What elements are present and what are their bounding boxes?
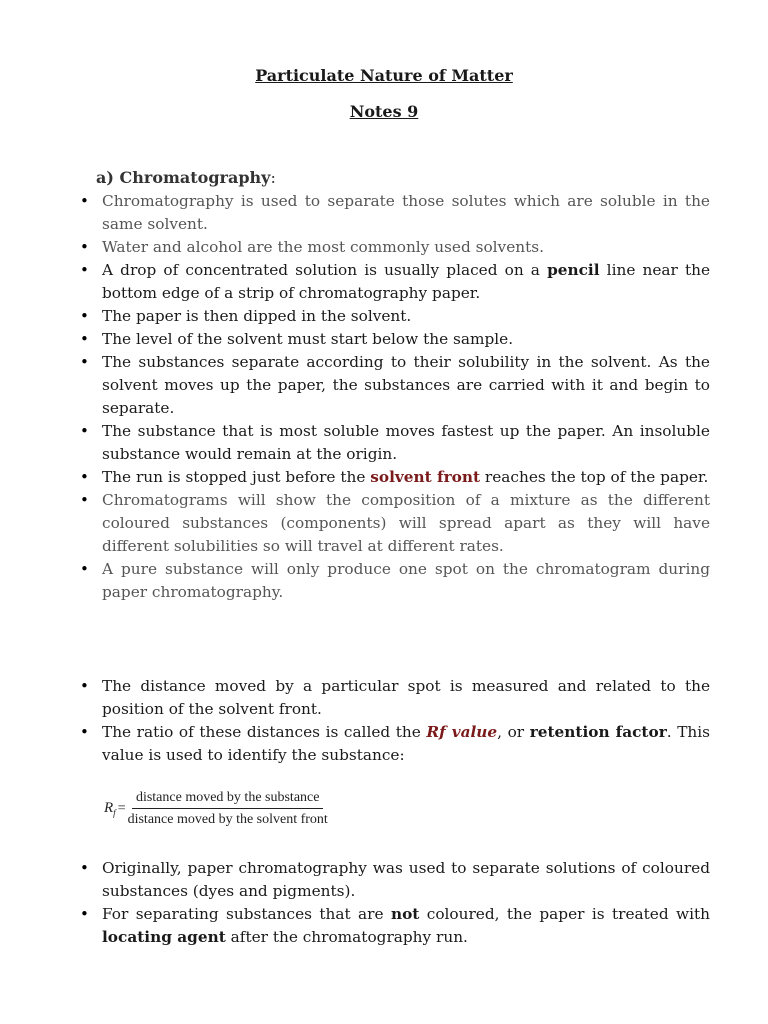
list-item: • Water and alcohol are the most commonly used solvents. <box>80 236 710 259</box>
list-item: • Chromatography is used to separate those solutes which are soluble in the same solvent. <box>80 190 710 236</box>
list-item: • The substances separate according to their solubility in the solvent. As the solvent moves up the paper, the substances are carried with it and begin to separate. <box>80 351 710 420</box>
page-subtitle: Notes 9 <box>349 102 419 121</box>
list-item: • The run is stopped just before the solvent front reaches the top of the paper. <box>80 466 710 489</box>
bullet-list-rf <box>80 675 710 767</box>
list-item: • Chromatograms will show the composition of a mixture as the different coloured substances (components) will spread apart as they will have different solubilities so will travel at different rates. <box>80 489 710 558</box>
list-item: • For separating substances that are not coloured, the paper is treated with locating agent after the chromatography run. <box>80 903 710 949</box>
rf-formula <box>104 790 330 828</box>
bullet-list-chromatography <box>80 190 710 604</box>
list-item: • Originally, paper chromatography was used to separate solutions of coloured substances (dyes and pigments). <box>80 857 710 903</box>
list-item: • The level of the solvent must start below the sample. <box>80 328 710 351</box>
list-item: • A drop of concentrated solution is usually placed on a pencil line near the bottom edge of a strip of chromatography paper. <box>80 259 710 305</box>
fraction-denominator: distance moved by the solvent front <box>127 812 328 827</box>
list-item: • A pure substance will only produce one spot on the chromatogram during paper chromatography. <box>80 558 710 604</box>
list-item: • The distance moved by a particular spot is measured and related to the position of the solvent front. <box>80 675 710 721</box>
fraction-numerator: distance moved by the substance <box>132 790 324 809</box>
list-item: • The substance that is most soluble moves fastest up the paper. An insoluble substance would remain at the origin. <box>80 420 710 466</box>
rf-symbol: $R_f$ <box>104 800 116 818</box>
page-title: Particulate Nature of Matter <box>255 66 513 85</box>
list-item: • The paper is then dipped in the solvent. <box>80 305 710 328</box>
fraction <box>126 790 330 828</box>
highlight-solvent-front: solvent front <box>370 468 481 486</box>
equals-sign: = <box>117 801 126 816</box>
bullet-list-locating <box>80 857 710 949</box>
highlight-rf-value: Rf value <box>426 723 498 741</box>
section-heading: a) Chromatography: <box>96 168 276 187</box>
list-item: • The ratio of these distances is called the Rf value, or retention factor. This value is used to identify the substance: <box>80 721 710 767</box>
